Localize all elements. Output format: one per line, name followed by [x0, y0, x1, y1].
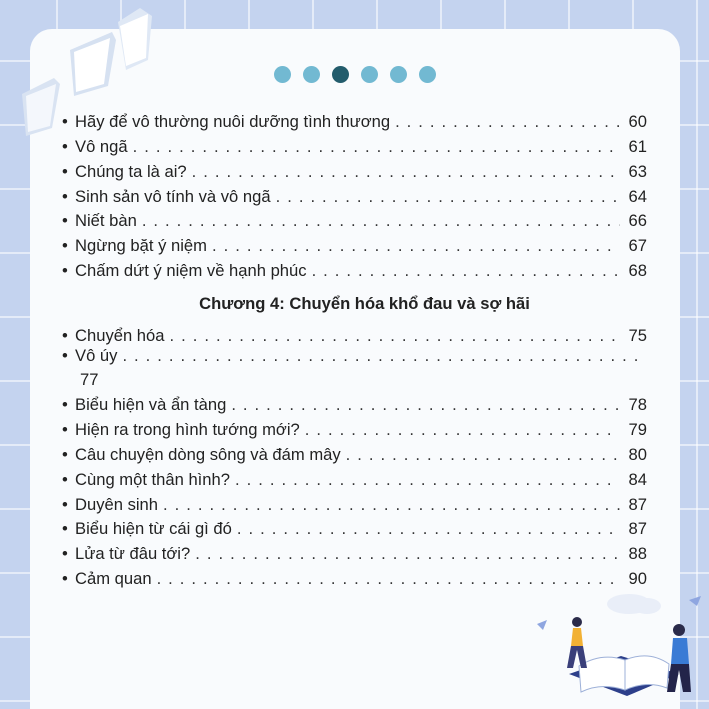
toc-section-1 [62, 107, 647, 281]
toc-entry[interactable] [62, 564, 647, 589]
bullet: • [62, 346, 68, 366]
bullet: • [62, 211, 68, 231]
toc-entry-title: Niết bàn [75, 211, 137, 231]
toc-entry-page: 61 [628, 136, 647, 156]
toc-entry-page: 60 [628, 111, 647, 131]
toc-entry[interactable] [62, 539, 647, 564]
pagination-dots [274, 66, 436, 83]
bullet: • [62, 326, 68, 346]
toc-entry-page: 63 [628, 161, 647, 181]
pagination-dot[interactable] [390, 66, 407, 83]
toc-entry-title: Ngừng bặt ý niệm [75, 236, 207, 256]
toc-entry-page: 79 [628, 419, 647, 439]
bullet: • [62, 544, 68, 564]
bullet: • [62, 186, 68, 206]
toc-entry[interactable] [62, 132, 647, 157]
toc-entry-title: Cùng một thân hình? [75, 469, 230, 489]
toc-entry-title: Biểu hiện từ cái gì đó [75, 519, 232, 539]
toc-entry[interactable] [62, 182, 647, 207]
toc-entry[interactable] [62, 256, 647, 281]
toc-entry[interactable] [62, 207, 647, 232]
bullet: • [62, 519, 68, 539]
toc-entry-title: Hiện ra trong hình tướng mới? [75, 419, 300, 439]
dot-leader [305, 420, 620, 440]
bullet: • [62, 236, 68, 256]
toc-entry-title: Duyên sinh [75, 494, 159, 514]
toc-entry-title: Cảm quan [75, 569, 152, 589]
toc-entry-title: Biểu hiện và ẩn tàng [75, 395, 227, 415]
toc-entry[interactable] [62, 231, 647, 256]
toc-entry-title: Câu chuyện dòng sông và đám mây [75, 444, 341, 464]
dot-leader [195, 544, 620, 564]
toc-entry-page: 77 [80, 370, 99, 390]
bullet: • [62, 161, 68, 181]
dot-leader [235, 470, 620, 490]
toc-entry-title: Chuyển hóa [75, 326, 165, 346]
pagination-dot[interactable] [361, 66, 378, 83]
toc-entry[interactable] [62, 515, 647, 540]
toc-entry[interactable] [62, 390, 647, 415]
dot-leader [170, 326, 621, 346]
dot-leader [237, 519, 620, 539]
toc-entry-page: 90 [628, 569, 647, 589]
toc-entry-page: 67 [628, 236, 647, 256]
pagination-dot[interactable] [274, 66, 291, 83]
bullet: • [62, 419, 68, 439]
toc-entry-title: Chấm dứt ý niệm về hạnh phúc [75, 261, 307, 281]
toc-entry-title: Vô ngã [75, 136, 128, 156]
bullet: • [62, 136, 68, 156]
dot-leader [346, 445, 620, 465]
pagination-dot-active[interactable] [332, 66, 349, 83]
toc-entry[interactable] [62, 490, 647, 515]
dot-leader [157, 569, 620, 589]
toc-entry-page: 66 [628, 211, 647, 231]
dot-leader [212, 236, 620, 256]
dot-leader [133, 137, 620, 157]
toc-entry-page: 75 [628, 326, 647, 346]
toc-chapter-4-part-a [62, 321, 647, 346]
toc-entry[interactable] [62, 321, 647, 346]
toc-entry-page: 88 [628, 544, 647, 564]
chapter-heading: Chương 4: Chuyển hóa khổ đau và sợ hãi [199, 294, 530, 314]
bullet: • [62, 261, 68, 281]
toc-entry[interactable] [62, 346, 647, 390]
toc-entry[interactable] [62, 465, 647, 490]
pagination-dot[interactable] [303, 66, 320, 83]
bullet: • [62, 494, 68, 514]
bullet: • [62, 569, 68, 589]
toc-entry[interactable] [62, 415, 647, 440]
toc-entry-page: 87 [628, 494, 647, 514]
toc-entry-page: 87 [628, 519, 647, 539]
dot-leader [142, 211, 620, 231]
dot-leader [276, 187, 620, 207]
bullet: • [62, 395, 68, 415]
toc-entry[interactable] [62, 440, 647, 465]
dot-leader [312, 261, 620, 281]
toc-entry-page: 80 [628, 444, 647, 464]
bullet: • [62, 444, 68, 464]
toc-entry-title: Hãy để vô thường nuôi dưỡng tình thương [75, 111, 391, 131]
toc-entry[interactable] [62, 107, 647, 132]
table-of-contents [62, 107, 647, 589]
bullet: • [62, 111, 68, 131]
toc-entry[interactable] [62, 157, 647, 182]
toc-entry-page: 84 [628, 469, 647, 489]
toc-entry-title: Lửa từ đâu tới? [75, 544, 191, 564]
toc-entry-page: 68 [628, 261, 647, 281]
dot-leader [231, 395, 620, 415]
dot-leader [395, 112, 620, 132]
toc-entry-title: Sinh sản vô tính và vô ngã [75, 186, 271, 206]
toc-chapter-4-part-b [62, 390, 647, 589]
pagination-dot[interactable] [419, 66, 436, 83]
toc-entry-title: Vô úy [75, 346, 118, 366]
dot-leader [163, 495, 620, 515]
reading-people-illustration [529, 594, 709, 709]
dot-leader [192, 162, 620, 182]
bullet: • [62, 469, 68, 489]
dot-leader [122, 346, 642, 366]
toc-entry-title: Chúng ta là ai? [75, 161, 187, 181]
toc-entry-page: 78 [628, 395, 647, 415]
toc-entry-page: 64 [628, 186, 647, 206]
